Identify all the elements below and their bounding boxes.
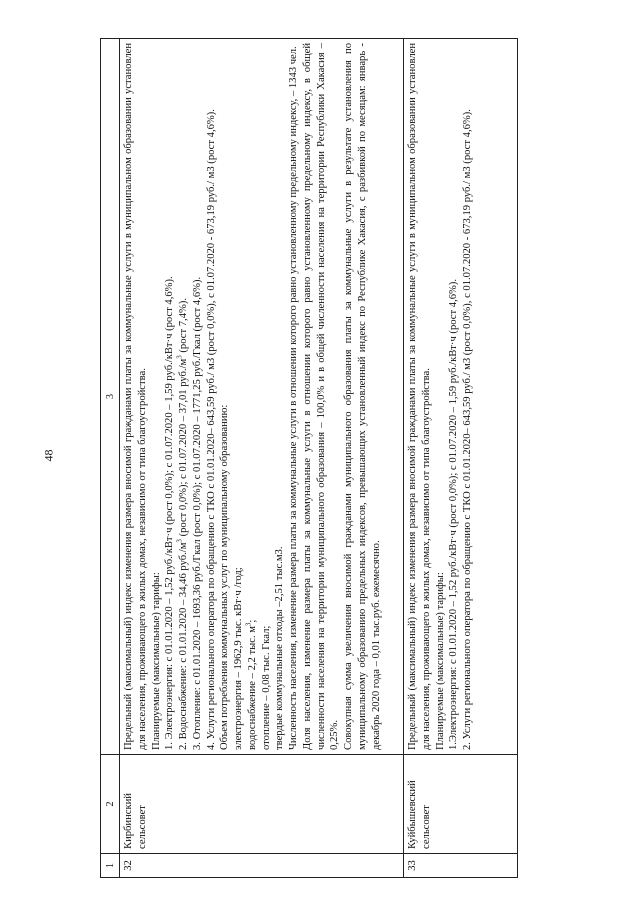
row-content: [404, 39, 518, 755]
row-content: [120, 39, 404, 755]
table-row: [120, 39, 404, 878]
rotated-table-frame: [100, 38, 518, 878]
page-number: 48: [41, 449, 56, 462]
volume-electricity: электроэнергия – 1962,9 тыс. кВт·ч /год;: [233, 567, 245, 750]
row-number: 33: [404, 854, 518, 878]
volume-heating: отопление – 0,08 тыс. Гкал;: [260, 625, 272, 750]
tariff-water: 2. Водоснабжение: с 01.01.2020 – 34,46 $руб./м^3$ (рост 0,0%); с 01.07.2020 – 37,01 $руб./м^3$ (рост 7,4%).: [175, 298, 190, 750]
tariff-electricity: 1.Электроэнергия: с 01.01.2020 – 1,52 руб./кВт·ч (рост 0,0%); с 01.07.2020 – 1,59 руб./кВт·ч (рост 4,6%).: [448, 278, 460, 750]
volume-waste: твердые коммунальные отходы –2,51 тыс.м3.: [274, 546, 286, 750]
tariffs-heading: Планируемые (максимальные) тарифы:: [434, 572, 446, 750]
population-text: Численность населения, изменение размера платы за коммунальные услуги в отношении которого равно установленному предельному индексу, – 1343 чел.: [288, 46, 300, 750]
row-number: 32: [120, 854, 404, 878]
population-share-text: Доля населения, изменение размера платы за коммунальные услуги в отношении которого равно установленному предельному индексу, в общей численности населения на территории муниципального образования – 100,0% и в общей численности населения на территории Республики Хакасия – 0,25%.: [301, 43, 341, 750]
municipality-name: Кирбинский сельсовет: [120, 755, 404, 854]
tariff-table: [100, 38, 518, 878]
tariff-heating: 3. Отопление: с 01.01.2020 – 1693,36 руб./Гкал (рост 0,0%); с 01.07.2020 – 1771,25 руб./Гкал (рост 4,6%).: [191, 276, 203, 750]
intro-text: Предельный (максимальный) индекс изменения размера вносимой гражданами платы за коммунальные услуги в муниципальном образовании установлен для населения, проживающего в жилых домах, независимо от типа благоустройства.: [123, 43, 148, 750]
municipality-name: Куйбышевский сельсовет: [404, 755, 518, 854]
header-cell: 2: [101, 755, 120, 854]
table-header-row: [101, 39, 120, 878]
table-row: [404, 39, 518, 878]
volume-heading: Объем потребления коммунальных услуг по муниципальному образованию:: [219, 404, 231, 750]
intro-text: Предельный (максимальный) индекс изменения размера вносимой гражданами платы за коммунальные услуги в муниципальном образовании установлен для населения, проживающего в жилых домах, независимо от типа благоустройства.: [407, 43, 432, 750]
header-cell: 3: [101, 39, 120, 755]
tariff-waste: 4. Услуги регионального оператора по обращению с ТКО с 01.01.2020– 643,59 руб./ м3 (рост 0,0%), с 01.07.2020 - 673,19 руб./ м3 (рост 4,6%).: [205, 109, 217, 750]
total-increase-text: Совокупная сумма увеличения вносимой гражданами муниципального образования платы за коммунальные услуги в результате установления по муниципальному образованию предельных индексов, превышающих установленный индекс по Республике Хакасия, с разбивкой по месяцам: январь - декабрь 2020 года – 0,01 тыс.руб. ежемесячно.: [343, 43, 382, 750]
tariff-electricity: 1. Электроэнергия: с 01.01.2020 – 1,52 руб./кВт·ч (рост 0,0%); с 01.07.2020 – 1,59 руб./кВт·ч (рост 4,6%).: [164, 276, 176, 750]
header-cell: 1: [101, 854, 120, 878]
tariff-waste: 2. Услуги регионального оператора по обращению с ТКО с 01.01.2020– 643,59 руб./ м3 (рост 0,0%), с 01.07.2020 - 673,19 руб./ м3 (рост 4,6%).: [462, 109, 474, 750]
tariffs-heading: Планируемые (максимальные) тарифы:: [150, 572, 162, 750]
volume-water: водоснабжение – 2,2 тыс. $м^3$;: [244, 619, 258, 750]
